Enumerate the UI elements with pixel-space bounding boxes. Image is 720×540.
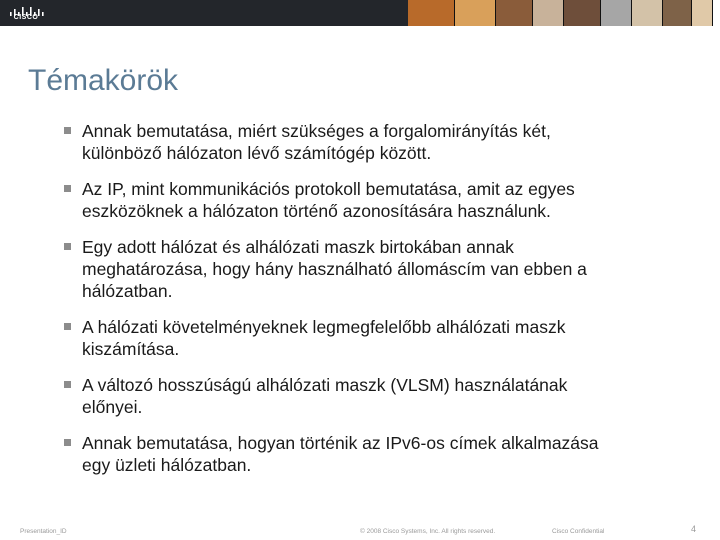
bullet-item [64, 236, 684, 302]
bullet-item [64, 432, 684, 476]
header-photo [663, 0, 692, 26]
bullet-list [64, 120, 684, 476]
logo-text: CISCO [13, 14, 39, 21]
bullet-line: eszközöknek a hálózaton történő azonosítására használunk. [82, 201, 551, 221]
header-photo [533, 0, 564, 26]
header-photo [408, 0, 455, 26]
footer-copyright: © 2008 Cisco Systems, Inc. All rights reserved. [360, 528, 496, 535]
square-bullet-icon [64, 323, 71, 330]
bullet-line: kiszámítása. [82, 339, 180, 359]
header-photo [601, 0, 632, 26]
bullet-item [64, 120, 684, 164]
bullet-line: Egy adott hálózat és alhálózati maszk birtokában annak [82, 237, 514, 257]
square-bullet-icon [64, 127, 71, 134]
bullet-line: A változó hosszúságú alhálózati maszk (VLSM) használatának [82, 375, 568, 395]
header-photo [496, 0, 533, 26]
bullet-line: Annak bemutatása, miért szükséges a forgalomirányítás két, [82, 121, 551, 141]
square-bullet-icon [64, 381, 71, 388]
footer-confidential: Cisco Confidential [552, 528, 605, 535]
bullet-line: előnyei. [82, 397, 143, 417]
bullet-line: Annak bemutatása, hogyan történik az IPv6-os címek alkalmazása [82, 433, 599, 453]
slide-title: Témakörök [28, 64, 179, 97]
header-photo [713, 0, 720, 26]
square-bullet-icon [64, 243, 71, 250]
header-bar [0, 0, 720, 26]
header-photo [564, 0, 601, 26]
page-number: 4 [691, 524, 697, 534]
square-bullet-icon [64, 439, 71, 446]
footer-presentation-id: Presentation_ID [20, 528, 67, 535]
header-photo-strip [408, 0, 720, 26]
header-photo [692, 0, 713, 26]
square-bullet-icon [64, 185, 71, 192]
header-photo [455, 0, 496, 26]
bullet-line: különböző hálózaton lévő számítógép között. [82, 143, 432, 163]
bullet-item [64, 374, 684, 418]
bullet-item [64, 178, 684, 222]
bullet-line: hálózatban. [82, 281, 173, 301]
bullet-line: A hálózati követelményeknek legmegfelelőbb alhálózati maszk [82, 317, 566, 337]
bullet-item [64, 316, 684, 360]
bullet-line: meghatározása, hogy hány használható állomáscím van ebben a [82, 259, 587, 279]
cisco-logo [8, 4, 44, 22]
header-photo [632, 0, 663, 26]
bullet-line: Az IP, mint kommunikációs protokoll bemutatása, amit az egyes [82, 179, 575, 199]
bullet-line: egy üzleti hálózatban. [82, 455, 252, 475]
